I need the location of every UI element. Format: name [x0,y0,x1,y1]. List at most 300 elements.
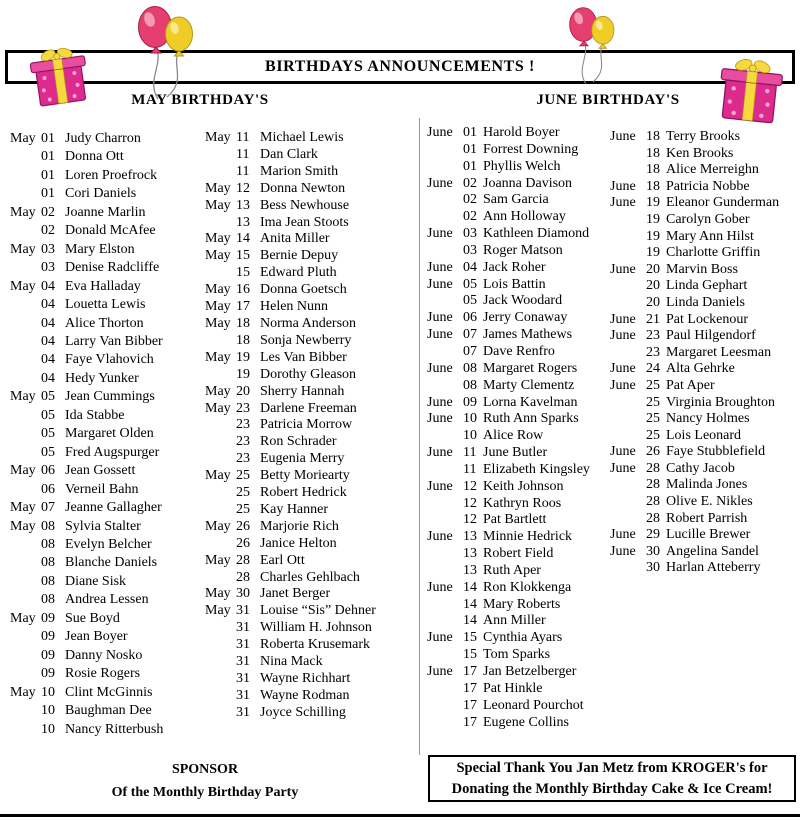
birthday-row [10,481,202,499]
name-label: Sonja Newberry [260,332,352,348]
day-label: 04 [41,278,55,294]
birthday-row [205,231,397,248]
month-label [427,142,463,159]
day-label: 26 [646,444,660,460]
name-label: Nancy Holmes [666,411,750,427]
month-label: June [610,377,636,393]
month-label: May [205,586,231,602]
month-label: June [610,311,636,327]
birthday-row [10,370,202,388]
day-label: 12 [463,512,477,528]
month-label [205,367,236,384]
month-label: June [427,259,453,275]
month-label [10,370,41,388]
birthday-row [10,536,202,554]
day-label: 04 [41,352,55,368]
birthday-row [10,407,202,425]
name-label: Forrest Downing [483,141,579,157]
day-label: 17 [463,697,477,713]
birthday-row [610,477,796,494]
thanks-line-2: Donating the Monthly Birthday Cake & Ice Cream! [451,780,773,797]
month-label: June [610,543,636,559]
month-label: May [10,500,36,516]
name-label: Joanne Marlin [65,204,146,220]
birthday-row [205,468,397,485]
month-label: May [10,278,36,294]
birthday-row [205,248,397,265]
birthday-row [427,546,607,563]
name-label: Sue Boyd [65,610,120,626]
name-label: Pat Bartlett [483,512,547,528]
day-label: 03 [41,241,55,257]
june-heading: JUNE BIRTHDAY'S [536,92,680,108]
birthday-row [10,333,202,351]
birthday-row [427,563,607,580]
name-label: Donald McAfee [65,223,156,239]
name-label: Robert Parrish [666,510,748,526]
balloons-right-icon [554,4,632,86]
day-label: 13 [463,562,477,578]
name-label: Ron Klokkenga [483,579,572,595]
birthday-row [610,345,796,362]
day-label: 09 [41,629,55,645]
name-label: Jack Woodard [483,293,563,309]
name-label: Denise Radcliffe [65,260,160,276]
name-label: Alta Gehrke [666,361,735,377]
name-label: Linda Gephart [666,278,748,294]
name-label: Keith Johnson [483,478,564,494]
birthday-row [610,179,796,196]
month-label [10,444,41,462]
name-label: Harlan Atteberry [666,560,761,576]
name-label: Blanche Daniels [65,555,158,571]
day-label: 25 [646,394,660,410]
day-label: 30 [236,586,250,602]
gift-left-icon [22,38,98,110]
name-label: Les Van Bibber [260,349,347,365]
name-label: Roberta Krusemark [260,637,371,653]
day-label: 01 [463,125,477,140]
day-label: 05 [463,293,477,309]
birthday-row [427,630,607,647]
day-label: 25 [646,411,660,427]
day-label: 02 [41,204,55,220]
month-label [10,222,41,240]
day-label: 02 [463,209,477,225]
month-label: May [205,315,231,331]
day-label: 19 [646,195,660,211]
balloons-left-icon [128,2,206,102]
name-label: Robert Hedrick [260,485,347,501]
day-label: 30 [646,543,660,559]
birthday-row [10,647,202,665]
day-label: 18 [236,332,250,348]
birthday-row [610,461,796,478]
name-label: Evelyn Belcher [65,536,152,552]
name-label: Jean Cummings [65,389,155,405]
birthday-row [427,462,607,479]
birthday-row [10,554,202,572]
name-label: Ruth Aper [483,562,541,578]
day-label: 14 [463,579,477,595]
day-label: 18 [236,315,250,331]
birthday-row [10,315,202,333]
birthday-row [10,185,202,203]
day-label: 10 [463,411,477,427]
birthday-row [205,181,397,198]
name-label: Phyllis Welch [483,158,561,174]
name-label: Cynthia Ayars [483,630,563,646]
month-label [10,665,41,683]
name-label: Elizabeth Kingsley [483,461,590,477]
day-label: 28 [646,510,660,526]
month-label: May [10,463,36,479]
birthday-row [610,278,796,295]
day-label: 11 [236,130,250,145]
month-label: June [610,178,636,194]
month-label [205,333,236,350]
name-label: William H. Johnson [260,620,372,636]
birthday-row [427,715,607,732]
month-label: June [427,327,453,343]
birthday-row [427,395,607,412]
month-label: May [10,241,36,257]
section-divider [419,118,420,755]
day-label: 18 [646,162,660,178]
day-label: 10 [463,428,477,444]
name-label: Danny Nosko [65,647,143,663]
day-label: 02 [463,175,477,191]
day-label: 12 [236,180,250,196]
month-label [610,395,646,412]
month-label: June [610,361,636,377]
month-label: June [427,445,453,461]
day-label: 08 [41,518,55,534]
day-label: 05 [41,389,55,405]
name-label: Jerry Conaway [483,310,568,326]
name-label: Marion Smith [260,163,339,179]
birthday-row [427,125,607,142]
month-label: June [427,226,453,242]
name-label: Bernie Depuy [260,248,339,264]
name-label: Marty Clementz [483,377,575,393]
birthday-row [10,462,202,480]
birthday-row [10,130,202,148]
birthday-row [427,378,607,395]
birthday-row [610,527,796,544]
name-label: Nina Mack [260,654,323,670]
birthday-row [427,512,607,529]
birthday-row [610,395,796,412]
day-label: 01 [41,167,55,183]
name-label: Kathleen Diamond [483,226,590,242]
birthday-row [610,511,796,528]
day-label: 08 [41,573,55,589]
name-label: Louetta Lewis [65,297,146,313]
month-label [10,167,41,185]
month-label [427,428,463,445]
name-label: Ida Stabbe [65,407,125,423]
name-label: Alice Thorton [65,315,144,331]
day-label: 17 [236,299,250,315]
birthday-row [427,209,607,226]
birthday-row [610,195,796,212]
month-label: June [427,394,453,410]
day-label: 04 [41,297,55,313]
birthday-row [610,378,796,395]
name-label: Joanna Davison [483,175,573,191]
birthday-row [205,705,397,722]
day-label: 25 [236,501,250,517]
day-label: 15 [236,265,250,281]
name-label: Faye Vlahovich [65,352,154,368]
month-label: June [427,276,453,292]
day-label: 31 [236,687,250,703]
name-label: Dorothy Gleason [260,366,357,382]
sponsor-subtitle: Of the Monthly Birthday Party [111,785,299,800]
month-label: May [205,552,231,568]
birthday-row [10,628,202,646]
month-label [205,637,236,654]
month-label [427,243,463,260]
birthday-row [427,142,607,159]
month-label [10,407,41,425]
name-label: Betty Moriearty [260,468,350,484]
name-label: Alice Row [483,428,544,444]
birthday-row [10,222,202,240]
birthday-row [10,296,202,314]
month-label [610,278,646,295]
month-label [10,425,41,443]
name-label: Angelina Sandel [666,543,759,559]
name-label: Roger Matson [483,242,563,258]
month-label [427,613,463,630]
month-label [10,315,41,333]
name-label: Ken Brooks [666,145,734,161]
birthday-row [10,684,202,702]
month-label [427,681,463,698]
month-label: June [610,527,636,543]
birthday-row [10,241,202,259]
month-label [10,351,41,369]
name-label: Pat Hinkle [483,680,543,696]
name-label: Charlotte Griffin [666,245,761,261]
birthday-row [205,350,397,367]
day-label: 11 [236,146,250,162]
month-label [427,597,463,614]
month-label [427,546,463,563]
birthday-row [610,560,796,577]
day-label: 31 [236,671,250,686]
day-label: 25 [646,377,660,393]
month-label [205,451,236,468]
day-label: 05 [41,426,55,442]
name-label: Carolyn Gober [666,211,750,227]
day-label: 07 [41,500,55,516]
name-label: Ann Miller [483,613,546,629]
birthday-row [10,499,202,517]
name-label: Pat Lockenour [666,311,749,327]
name-label: Sylvia Stalter [65,518,141,534]
birthday-row [610,544,796,561]
month-label: June [610,460,636,476]
name-label: Dave Renfro [483,343,555,359]
month-label [10,296,41,314]
day-label: 08 [463,360,477,376]
birthday-row [205,654,397,671]
day-label: 31 [236,637,250,653]
day-label: 23 [646,344,660,360]
birthday-row [10,591,202,609]
birthday-row [10,148,202,166]
name-label: Donna Goetsch [260,282,347,298]
month-label: May [10,518,36,534]
day-label: 04 [41,370,55,386]
name-label: Alice Merreighn [666,162,759,178]
month-label [205,620,236,637]
name-label: Joyce Schilling [260,704,346,720]
month-label: June [427,529,453,545]
day-label: 02 [41,223,55,239]
day-label: 25 [236,485,250,501]
name-label: Margaret Leesman [666,344,772,360]
month-label: June [427,664,453,679]
birthday-row [10,702,202,720]
name-label: Cori Daniels [65,186,137,202]
birthday-row [610,295,796,312]
name-label: Donna Newton [260,180,346,196]
day-label: 18 [646,178,660,194]
birthday-row [205,620,397,637]
name-label: Andrea Lessen [65,592,149,608]
day-label: 03 [463,242,477,258]
day-label: 08 [463,377,477,393]
birthday-row [427,529,607,546]
day-label: 05 [41,444,55,460]
month-label [10,721,41,739]
name-label: Ima Jean Stoots [260,214,349,230]
birthday-row [610,444,796,461]
birthday-row [205,130,397,147]
name-label: Lois Leonard [666,427,742,443]
month-label [205,654,236,671]
month-label: June [427,360,453,376]
name-label: Malinda Jones [666,477,748,493]
birthday-row [10,204,202,222]
day-label: 23 [236,451,250,467]
day-label: 10 [41,684,55,700]
month-label [205,570,236,587]
birthday-row [205,671,397,688]
day-label: 19 [646,211,660,227]
birthday-row [10,259,202,277]
name-label: Eleanor Gunderman [666,195,780,211]
day-label: 14 [463,596,477,612]
birthday-row [205,688,397,705]
month-label [205,417,236,434]
name-label: Eva Halladay [65,278,141,294]
birthday-row [610,312,796,329]
day-label: 31 [236,704,250,720]
name-label: Ron Schrader [260,434,337,450]
day-label: 08 [41,555,55,571]
month-label [205,164,236,181]
name-label: Olive E. Nikles [666,494,753,510]
month-label: June [610,444,636,460]
month-label [427,512,463,529]
day-label: 16 [236,282,250,298]
day-label: 19 [646,228,660,244]
month-label [427,159,463,176]
name-label: Paul Hilgendorf [666,328,756,344]
name-label: Minnie Hedrick [483,529,573,545]
month-label [610,212,646,229]
month-label: May [205,197,231,213]
day-label: 17 [463,664,477,679]
name-label: Louise “Sis” Dehner [260,603,376,619]
month-label [10,628,41,646]
month-label [10,573,41,591]
name-label: Diane Sisk [65,573,127,589]
name-label: James Mathews [483,327,573,343]
birthday-row [205,147,397,164]
name-label: Verneil Bahn [65,481,139,497]
month-label: May [10,610,36,626]
day-label: 08 [41,536,55,552]
announcements-banner [5,50,795,84]
birthday-row [205,198,397,215]
thanks-line-1: Special Thank You Jan Metz from KROGER's for [456,759,768,776]
month-label: May [205,231,231,247]
day-label: 08 [41,592,55,608]
name-label: Patricia Morrow [260,417,353,433]
day-label: 20 [236,383,250,399]
birthday-row [427,327,607,344]
name-label: Wayne Rodman [260,687,350,703]
birthday-row [205,603,397,620]
day-label: 20 [646,278,660,294]
month-label [610,494,646,511]
name-label: Kathryn Roos [483,495,562,511]
day-label: 04 [463,259,477,275]
day-label: 23 [236,417,250,433]
day-label: 14 [236,231,250,247]
day-label: 23 [236,400,250,416]
name-label: June Butler [483,445,548,461]
name-label: Mary Ann Hilst [666,228,754,244]
name-label: Lois Battin [483,276,546,292]
name-label: Mary Roberts [483,596,561,612]
birthday-row [205,215,397,232]
day-label: 13 [236,214,250,230]
name-label: Rosie Rogers [65,666,141,682]
month-label [610,560,646,577]
birthday-row [205,519,397,536]
name-label: Jack Roher [483,259,546,275]
name-label: Jean Boyer [65,629,128,645]
month-label [205,536,236,553]
month-label [10,481,41,499]
day-label: 28 [236,552,250,568]
birthday-row [427,361,607,378]
day-label: 30 [646,560,660,576]
day-label: 18 [646,129,660,144]
name-label: Edward Pluth [260,265,337,281]
day-label: 03 [41,260,55,276]
month-label [427,698,463,715]
month-label: May [205,383,231,399]
may-birthdays-column-2 [205,130,397,722]
